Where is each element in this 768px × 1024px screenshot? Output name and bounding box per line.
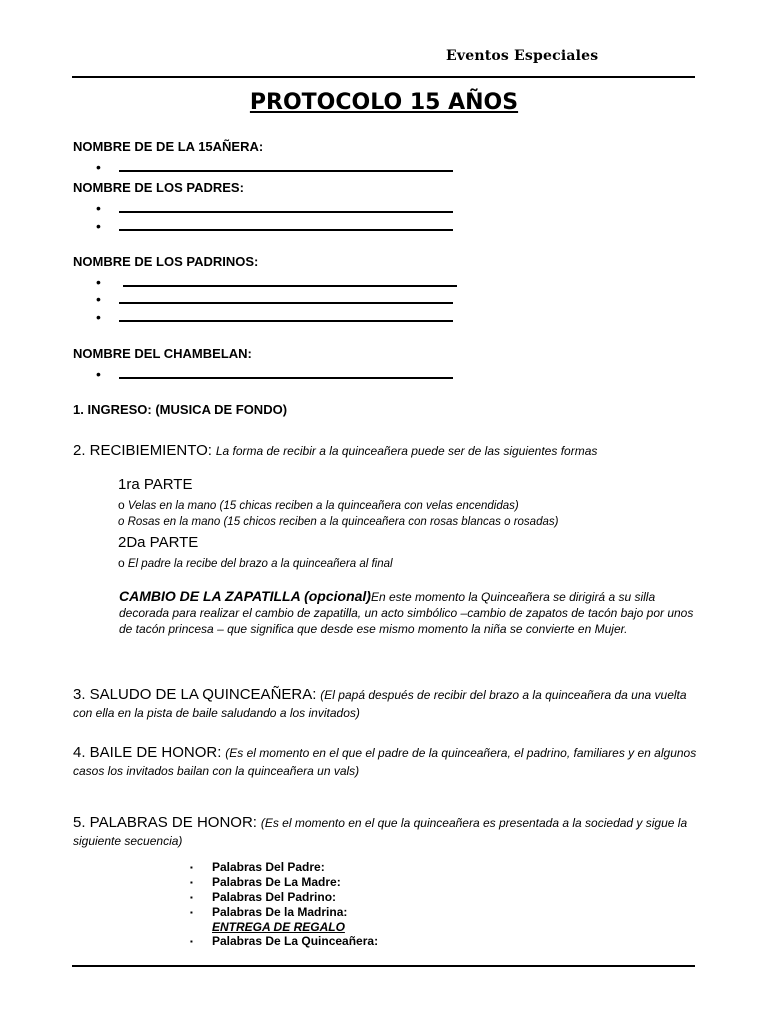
speech-label: Palabras De la Madrina: <box>212 905 348 919</box>
part-1-option-velas <box>118 498 519 512</box>
speech-label: Palabras Del Padrino: <box>212 890 337 904</box>
section-2-recibimiento <box>73 442 698 460</box>
section-4-baile <box>73 744 698 780</box>
option-marker: o <box>118 556 125 570</box>
section-3-desc: (El papá después de recibir del brazo a la quinceañera da una vuelta con ella en la pista de baile saludando a los invitados) <box>73 688 687 720</box>
bullet: • <box>96 366 101 382</box>
section-4-desc: (Es el momento en el que el padre de la quinceañera, el padrino, familiares y en algunos casos los invitados bailan con la quinceañera un vals) <box>73 746 697 778</box>
bullet: • <box>96 200 101 216</box>
section-3-heading: 3. SALUDO DE LA QUINCEAÑERA: <box>73 686 317 703</box>
blank-line <box>119 320 453 322</box>
part-1-option-rosas: o Rosas en la mano (15 chicos reciben a la quinceañera con rosas blancas o rosadas) <box>118 516 559 528</box>
part-2-heading: 2Da PARTE <box>118 534 199 551</box>
header-rule <box>72 76 695 78</box>
option-text: El padre la recibe del brazo a la quinceañera al final <box>127 558 393 570</box>
section-2-heading: 2. RECIBIEMIENTO: <box>73 442 212 459</box>
speech-item-madre <box>190 875 378 890</box>
quinceanera-label: NOMBRE DE DE LA 15AÑERA: <box>73 139 264 154</box>
section-5-heading: 5. PALABRAS DE HONOR: <box>73 814 257 831</box>
blank-line <box>119 211 453 213</box>
speech-item-padrino <box>190 890 378 905</box>
cambio-body: En este momento la Quinceañera se dirigirá a su silla decorada para realizar el cambio de zapatilla, un acto simbólico –cambio de zapatos de tacón bajo por unos de tacón princesa – que significa que desde ese mismo momento la niña se convierte en Mujer. <box>119 590 694 636</box>
speech-label: Palabras De La Quinceañera: <box>212 934 379 948</box>
square-bullet: ▪ <box>190 863 193 872</box>
section-4-heading: 4. BAILE DE HONOR: <box>73 744 222 761</box>
speech-item-madrina <box>190 905 378 920</box>
square-bullet: ▪ <box>190 893 193 902</box>
blank-line <box>119 229 453 231</box>
bullet: • <box>96 218 101 234</box>
page-title: PROTOCOLO 15 AÑOS <box>249 90 519 115</box>
square-bullet: ▪ <box>190 937 193 946</box>
bullet: • <box>96 291 101 307</box>
speech-item-quinceanera <box>190 934 378 949</box>
blank-line <box>119 302 453 304</box>
section-2-desc: La forma de recibir a la quinceañera puede ser de las siguientes formas <box>215 444 598 458</box>
option-marker: o <box>118 498 125 512</box>
speech-list <box>190 860 378 949</box>
bullet: • <box>96 274 101 290</box>
section-5-desc: (Es el momento en el que la quinceañera es presentada a la sociedad y sigue la siguiente secuencia) <box>73 816 688 848</box>
bullet: • <box>96 309 101 325</box>
header-brand: Eventos Especiales <box>446 48 599 64</box>
part-1-heading: 1ra PARTE <box>118 476 193 493</box>
section-1-ingreso: 1. INGRESO: (MUSICA DE FONDO) <box>73 402 288 417</box>
padrinos-label: NOMBRE DE LOS PADRINOS: <box>73 254 259 269</box>
section-5-palabras <box>73 814 698 850</box>
option-text: Velas en la mano (15 chicas reciben a la quinceañera con velas encendidas) <box>127 500 519 512</box>
entrega-regalo: ENTREGA DE REGALO <box>212 920 345 934</box>
section-3-saludo <box>73 686 698 722</box>
square-bullet: ▪ <box>190 878 193 887</box>
chambelan-label: NOMBRE DEL CHAMBELAN: <box>73 346 252 361</box>
bullet: • <box>96 159 101 175</box>
footer-rule <box>72 965 695 967</box>
cambio-heading: CAMBIO DE LA ZAPATILLA (opcional) <box>119 588 371 604</box>
speech-label: Palabras De La Madre: <box>212 875 341 889</box>
speech-item-padre <box>190 860 378 875</box>
part-2-option-padre <box>118 556 393 570</box>
blank-line <box>119 377 453 379</box>
blank-line <box>119 170 453 172</box>
cambio-zapatilla <box>119 588 697 637</box>
blank-line <box>123 285 457 287</box>
speech-label: Palabras Del Padre: <box>212 860 325 874</box>
square-bullet: ▪ <box>190 908 193 917</box>
padres-label: NOMBRE DE LOS PADRES: <box>73 180 244 195</box>
